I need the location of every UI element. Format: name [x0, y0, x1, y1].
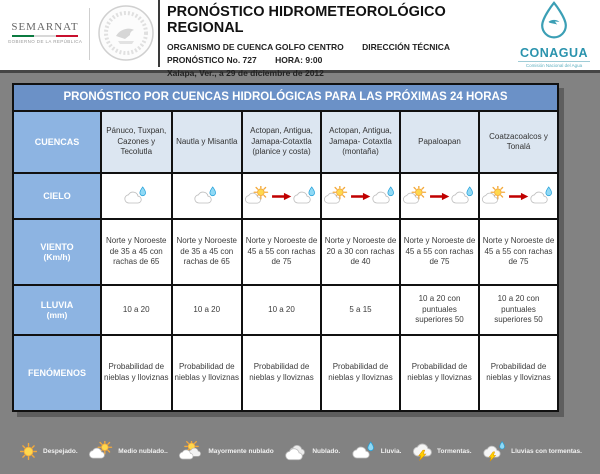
cloud-rain-icon	[194, 186, 219, 206]
row-header-lluvia	[14, 286, 100, 334]
lluvia-cell: 10 a 20	[102, 286, 171, 334]
fenomenos-cell: Probabilidad de nieblas y lloviznas	[173, 336, 242, 410]
conagua-drop-icon	[535, 28, 573, 45]
lluvia-cell: 5 a 15	[322, 286, 399, 334]
viento-cell: Norte y Noroeste de 20 a 30 con rachas de 40	[322, 220, 399, 284]
forecast-table	[12, 83, 559, 412]
conagua-wordmark: CONAGUA	[519, 46, 589, 60]
fenomenos-cell: Probabilidad de nieblas y lloviznas	[401, 336, 478, 410]
column-header: Papaloapan	[401, 112, 478, 172]
legend-label: Despejado.	[43, 447, 78, 455]
arrow-right-icon	[429, 192, 450, 201]
column-header: Pánuco, Tuxpan, Cazones y Tecolutla	[102, 112, 171, 172]
row-header-viento	[14, 220, 100, 284]
arrow-right-icon	[508, 192, 529, 201]
cielo-cell	[102, 174, 171, 218]
sun-icon	[18, 441, 39, 462]
lluvia-cell: 10 a 20 con puntuales superiores 50	[480, 286, 557, 334]
cielo-cell	[243, 174, 320, 218]
fenomenos-cell: Probabilidad de nieblas y lloviznas	[102, 336, 171, 410]
table-grid	[14, 110, 557, 410]
legend-item-cloud-bolt	[413, 440, 472, 462]
column-header: Coatzacoalcos y Tonalá	[480, 112, 557, 172]
conagua-tagline: Comisión Nacional del Agua	[518, 61, 590, 68]
legend-item-cloud-bolt-drop	[483, 441, 582, 462]
sun-cloud-icon	[482, 186, 507, 206]
legend-label: Lluvias con tormentas.	[511, 447, 582, 455]
header-divider-light	[89, 8, 90, 60]
sun-cloud-icon	[245, 186, 270, 206]
cloud-bolt-icon	[413, 440, 433, 462]
cloud-rain-icon	[293, 186, 318, 206]
cloud-icon	[285, 442, 308, 461]
arrow-right-icon	[350, 192, 371, 201]
legend-item-sun-clouds	[179, 441, 273, 461]
fenomenos-cell: Probabilidad de nieblas y lloviznas	[322, 336, 399, 410]
fenomenos-cell: Probabilidad de nieblas y lloviznas	[480, 336, 557, 410]
semarnat-tagline: GOBIERNO DE LA REPÚBLICA	[7, 39, 83, 44]
place-date: Xalapa, Ver., a 29 de diciembre de 2012	[167, 68, 324, 78]
lluvia-unit: (mm)	[46, 310, 68, 320]
viento-cell: Norte y Noroeste de 35 a 45 con rachas de 65	[102, 220, 171, 284]
mexico-seal-icon	[96, 3, 156, 63]
sun-cloud-icon	[324, 186, 349, 206]
legend-item-sun	[18, 441, 78, 462]
cloud-rain-icon	[451, 186, 476, 206]
viento-cell: Norte y Noroeste de 45 a 55 con rachas de 75	[243, 220, 320, 284]
direccion-label: DIRECCIÓN TÉCNICA	[362, 42, 450, 52]
legend-label: Medio nublado..	[118, 447, 168, 455]
column-header: Actopan, Antigua, Jamapa- Cotaxtla (montaña)	[322, 112, 399, 172]
page-title: PRONÓSTICO HIDROMETEOROLÓGICO REGIONAL	[167, 4, 446, 36]
semarnat-tricolor-line	[12, 35, 78, 37]
fenomenos-cell: Probabilidad de nieblas y lloviznas	[243, 336, 320, 410]
cielo-cell	[401, 174, 478, 218]
row-header-fenomenos: FENÓMENOS	[14, 336, 100, 410]
lluvia-label: LLUVIA	[40, 300, 74, 310]
cielo-cell	[173, 174, 242, 218]
legend-label: Lluvia.	[380, 447, 402, 455]
lluvia-cell: 10 a 20	[243, 286, 320, 334]
legend-label: Tormentas.	[436, 447, 472, 455]
header-divider-dark	[158, 0, 160, 67]
weather-legend	[0, 430, 600, 472]
cloud-rain-icon	[372, 186, 397, 206]
sun-cloud-icon	[89, 441, 114, 461]
viento-cell: Norte y Noroeste de 45 a 55 con rachas de 75	[401, 220, 478, 284]
viento-cell: Norte y Noroeste de 35 a 45 con rachas de 65	[173, 220, 242, 284]
legend-item-cloud-rain	[352, 441, 402, 461]
cloud-bolt-drop-icon	[483, 441, 507, 462]
viento-label: VIENTO	[40, 242, 74, 252]
legend-item-cloud	[285, 442, 340, 461]
row-header-cuencas: CUENCAS	[14, 112, 100, 172]
legend-label: Mayormente nublado	[208, 447, 274, 455]
viento-unit: (Km/h)	[43, 252, 71, 262]
cielo-cell	[322, 174, 399, 218]
legend-label: Nublado.	[312, 447, 341, 455]
cloud-rain-icon	[352, 441, 377, 461]
lluvia-cell: 10 a 20 con puntuales superiores 50	[401, 286, 478, 334]
organismo-label: ORGANISMO DE CUENCA GOLFO CENTRO	[167, 42, 344, 52]
pronostico-number: PRONÓSTICO No. 727	[167, 55, 257, 65]
arrow-right-icon	[271, 192, 292, 201]
column-header: Nautla y Misantla	[173, 112, 242, 172]
header-titles	[167, 4, 522, 81]
viento-cell: Norte y Noroeste de 45 a 55 con rachas de 75	[480, 220, 557, 284]
row-header-cielo: CIELO	[14, 174, 100, 218]
column-header: Actopan, Antigua, Jamapa-Cotaxtla (planice y costa)	[243, 112, 320, 172]
legend-item-sun-cloud	[89, 441, 167, 461]
table-title: PRONÓSTICO POR CUENCAS HIDROLÓGICAS PARA LAS PRÓXIMAS 24 HORAS	[14, 85, 557, 110]
cloud-rain-icon	[530, 186, 555, 206]
conagua-logo	[514, 1, 594, 68]
sun-clouds-icon	[179, 441, 204, 461]
sun-cloud-icon	[403, 186, 428, 206]
semarnat-logo	[6, 21, 84, 44]
semarnat-wordmark: SEMARNAT	[11, 21, 79, 33]
cloud-rain-icon	[124, 186, 149, 206]
hora-label: HORA: 9:00	[275, 55, 323, 65]
cielo-cell	[480, 174, 557, 218]
page-header	[0, 0, 600, 78]
lluvia-cell: 10 a 20	[173, 286, 242, 334]
